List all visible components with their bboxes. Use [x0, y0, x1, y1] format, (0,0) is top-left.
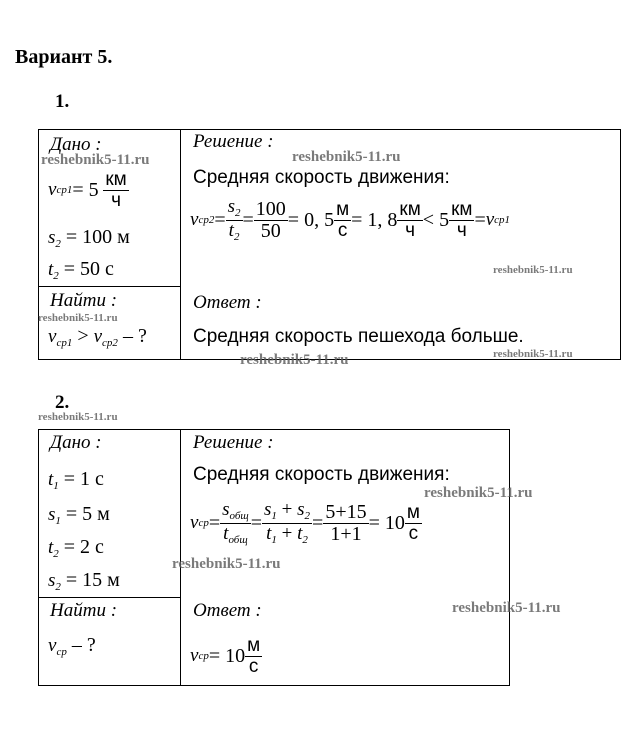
problem-2-number: 2. — [55, 392, 70, 413]
problem-2-formula: v ср = $\frac{s_{общ}}{t_{общ}}$ = $\frac{s_1 + s_2}{t_1 + t_2}$ = $\frac{5+15}{1+1}$ = 10 $\frac{м}{с}$ — [190, 499, 420, 546]
problem-2-find-label: Найти : — [50, 600, 118, 621]
problem-2-solution-text: Средняя скорость движения: — [193, 464, 450, 485]
problem-1-formula: v ср2 = $\frac{s_2}{t_2}$ = $\frac{100}{50}$ = 0, 5 $\frac{м}{с}$ = 1, 8 $\frac{км}{ч}$ < 5 $\frac{км}{ч}$ = v ср1 — [190, 196, 511, 243]
watermark: reshebnik5-11.ru — [493, 348, 573, 360]
watermark: reshebnik5-11.ru — [38, 312, 118, 324]
watermark: reshebnik5-11.ru — [493, 264, 573, 276]
problem-2-given-t1: $t_1 = 1$ с — [48, 468, 104, 492]
watermark: reshebnik5-11.ru — [452, 600, 561, 616]
problem-1-given-find-separator — [38, 286, 181, 287]
problem-2-given-s2: $s_2 = 15$ м — [48, 569, 120, 593]
problem-1-number: 1. — [55, 91, 70, 112]
watermark: reshebnik5-11.ru — [424, 485, 533, 501]
watermark: reshebnik5-11.ru — [41, 152, 150, 168]
problem-2-given-label: Дано : — [50, 432, 102, 453]
problem-1-answer-label: Ответ : — [193, 292, 262, 313]
problem-2-answer-label: Ответ : — [193, 600, 262, 621]
problem-1-given-t2: $t_2 = 50$ с — [48, 258, 114, 282]
watermark: reshebnik5-11.ru — [172, 556, 281, 572]
problem-1-given-s2: $s_2 = 100$ м — [48, 226, 130, 250]
problem-2-given-t2: $t_2 = 2$ с — [48, 536, 104, 560]
problem-1-given-v: v ср1 = 5 $\frac{км}{ч}$ — [48, 169, 127, 211]
problem-2-answer: v ср = 10 $\frac{м}{с}$ — [190, 635, 261, 677]
watermark: reshebnik5-11.ru — [292, 149, 401, 165]
problem-1-find-label: Найти : — [50, 290, 118, 311]
problem-1-answer-text: Средняя скорость пешехода больше. — [193, 326, 524, 347]
problem-1-divider — [180, 129, 181, 360]
problem-1-given-label: Дано : — [50, 134, 102, 155]
problem-2-find: $v_{ср}$ – ? — [48, 634, 96, 658]
watermark: reshebnik5-11.ru — [38, 411, 118, 423]
problem-2-given-s1: $s_1 = 5$ м — [48, 503, 110, 527]
page-title: Вариант 5. — [15, 46, 113, 68]
watermark: reshebnik5-11.ru — [240, 352, 349, 368]
problem-1-solution-label: Решение : — [193, 131, 274, 152]
problem-2-solution-label: Решение : — [193, 432, 274, 453]
problem-2-given-find-separator — [38, 597, 181, 598]
problem-1-solution-text: Средняя скорость движения: — [193, 167, 450, 188]
problem-1-find: $v_{ср1} > v_{ср2}$ – ? — [48, 325, 147, 349]
